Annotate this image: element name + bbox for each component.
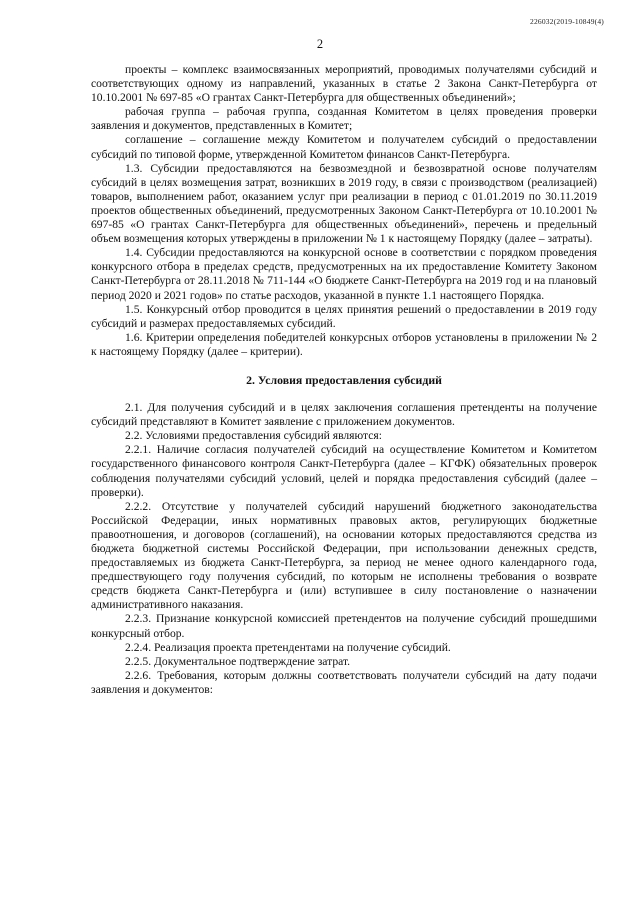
clause-1-3: 1.3. Субсидии предоставляются на безвозмездной и безвозвратной основе получателям субсидий в целях возмещения затрат, возникших в 2019 году, в связи с производством (реализацией) товаров, выполнением работ, оказанием услуг при реализации в период с 01.01.2019 по 30.11.2019 проектов общественных объединений, предусмотренных Законом Санкт-Петербурга от 10.10.2001 № 697-85 «О грантах Санкт-Петербурга для общественных объединений», перечень и предельный объем возмещения которых утверждены в приложении № 1 к настоящему Порядку (далее – затраты). (91, 161, 597, 246)
document-body (91, 63, 597, 697)
definition-projects: проекты – комплекс взаимосвязанных мероприятий, проводимых получателями субсидий и соответствующих одному из направлений, указанных в статье 2 Закона Санкт-Петербурга от 10.10.2001 № 697-85 «О грантах Санкт-Петербурга для общественных объединений»; (91, 63, 597, 105)
page-number: 2 (316, 37, 324, 51)
document-registration-number: 226032(2019-10849(4) (530, 17, 604, 26)
clause-1-6: 1.6. Критерии определения победителей конкурсных отборов установлены в приложении № 2 к настоящему Порядку (далее – критерии). (91, 330, 597, 358)
section-2-heading: 2. Условия предоставления субсидий (246, 372, 442, 387)
clause-1-4: 1.4. Субсидии предоставляются на конкурсной основе в соответствии с порядком проведения конкурсного отбора в пределах средств, предусмотренных на их предоставление Комитету Законом Санкт-Петербурга от 28.11.2018 № 711-144 «О бюджете Санкт-Петербурга на 2019 год и на плановый период 2020 и 2021 годов» по статье расходов, указанной в пункте 1.1 настоящего Порядка. (91, 246, 597, 302)
clause-2-2: 2.2. Условиями предоставления субсидий являются: (125, 429, 382, 443)
clause-2-2-1: 2.2.1. Наличие согласия получателей субсидий на осуществление Комитетом и Комитетом государственного финансового контроля Санкт-Петербурга (далее – КГФК) обязательных проверок соблюдения получателями субсидий условий, целей и порядка предоставления субсидий (далее – проверки). (91, 443, 597, 499)
definition-working-group: рабочая группа – рабочая группа, созданная Комитетом в целях проведения проверки заявления и документов, представленных в Комитет; (91, 105, 597, 133)
clause-2-2-4: 2.2.4. Реализация проекта претендентами на получение субсидий. (125, 640, 451, 654)
clause-1-5: 1.5. Конкурсный отбор проводится в целях принятия решений о предоставлении в 2019 году субсидий и размерах предоставляемых субсидий. (91, 302, 597, 330)
clause-2-2-3: 2.2.3. Признание конкурсной комиссией претендентов на получение субсидий прошедшими конкурсный отбор. (91, 612, 597, 640)
clause-2-2-6: 2.2.6. Требования, которым должны соответствовать получатели субсидий на дату подачи заявления и документов: (91, 668, 597, 696)
clause-2-2-5: 2.2.5. Документальное подтверждение затрат. (125, 654, 351, 668)
clause-2-1: 2.1. Для получения субсидий и в целях заключения соглашения претенденты на получение субсидий представляют в Комитет заявление с приложением документов. (91, 401, 597, 429)
clause-2-2-2: 2.2.2. Отсутствие у получателей субсидий нарушений бюджетного законодательства Российской Федерации, иных нормативных правовых актов, регулирующих бюджетные правоотношения, и договоров (соглашений), на основании которых предоставляются средства из бюджета бюджетной системы Российской Федерации, при использовании денежных средств, предоставляемых из бюджета Санкт-Петербурга, за период не менее одного календарного года, предшествующего году получения субсидий, по которым не исполнены требования о возврате средств бюджета Санкт-Петербурга и (или) вступившее в силу постановление о назначении административного наказания. (91, 499, 597, 612)
definition-agreement: соглашение – соглашение между Комитетом и получателем субсидий о предоставлении субсидий по типовой форме, утвержденной Комитетом финансов Санкт-Петербурга. (91, 133, 597, 161)
